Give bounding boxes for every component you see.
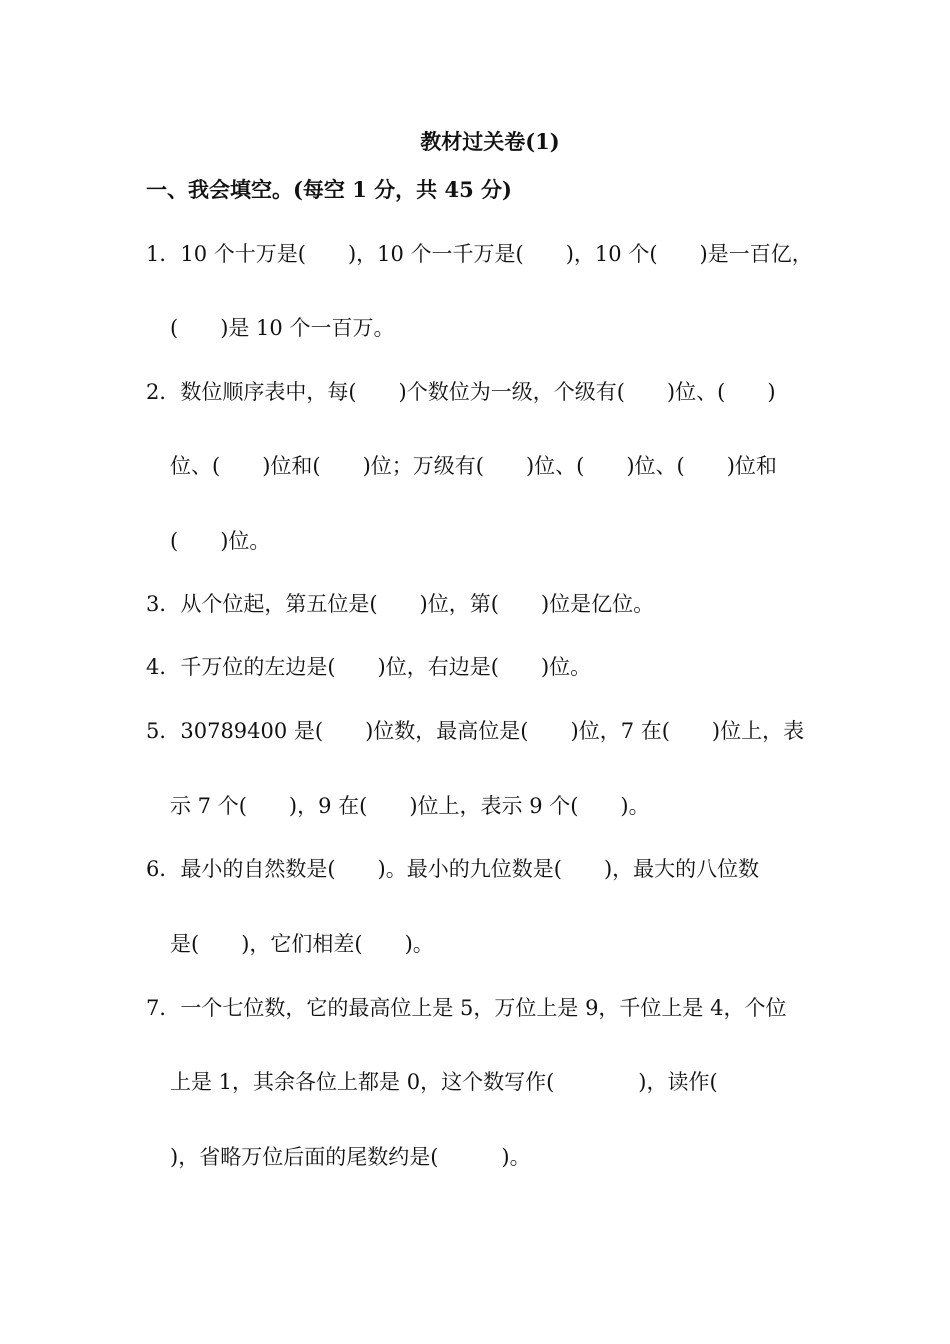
question-4: 4．千万位的左边是( )位，右边是( )位。 bbox=[146, 655, 592, 679]
question-3: 3．从个位起，第五位是( )位，第( )位是亿位。 bbox=[146, 592, 655, 616]
question-2-line-1: 2．数位顺序表中，每( )个数位为一级，个级有( )位、( ) bbox=[146, 380, 776, 404]
question-1-line-1: 1．10 个十万是( )，10 个一千万是( )，10 个( )是一百亿， bbox=[146, 242, 813, 266]
question-2-line-2: 位、( )位和( )位；万级有( )位、( )位、( )位和 bbox=[170, 454, 777, 478]
question-7-line-2: 上是 1，其余各位上都是 0，这个数写作( )，读作( bbox=[170, 1070, 718, 1094]
question-6-line-2: 是( )，它们相差( )。 bbox=[170, 932, 434, 956]
question-7-line-3: )，省略万位后面的尾数约是( )。 bbox=[170, 1145, 531, 1169]
question-2-line-3: ( )位。 bbox=[170, 529, 271, 553]
question-6-line-1: 6．最小的自然数是( )。最小的九位数是( )，最大的八位数 bbox=[146, 857, 760, 881]
question-5-line-1: 5．30789400 是( )位数，最高位是( )位，7 在( )位上，表 bbox=[146, 719, 805, 743]
question-7-line-1: 7．一个七位数，它的最高位上是 5，万位上是 9，千位上是 4，个位 bbox=[146, 996, 787, 1020]
question-5-line-2: 示 7 个( )，9 在( )位上，表示 9 个( )。 bbox=[170, 794, 650, 818]
question-1-line-2: ( )是 10 个一百万。 bbox=[170, 316, 395, 340]
section-heading: 一、我会填空。(每空 1 分，共 45 分) bbox=[146, 177, 512, 202]
page-title: 教材过关卷(1) bbox=[420, 129, 560, 154]
